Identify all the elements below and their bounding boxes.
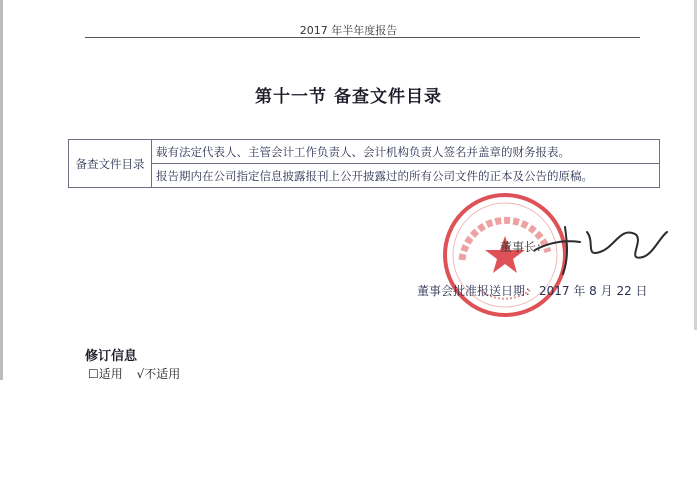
checkbox-empty-icon: ☐ bbox=[88, 367, 99, 381]
approval-date: 2017 年 8 月 22 日 bbox=[539, 284, 648, 298]
approval-label: 董事会批准报送日期： bbox=[417, 284, 538, 298]
option-not-applicable: √不适用 bbox=[136, 367, 181, 381]
option-applicable: ☐适用 bbox=[88, 367, 123, 381]
table-label: 备查文件目录 bbox=[69, 140, 152, 188]
checkmark-icon: √ bbox=[136, 367, 145, 381]
revision-options bbox=[88, 365, 190, 382]
table-row bbox=[69, 164, 660, 188]
header-divider bbox=[85, 37, 640, 38]
reference-files-table bbox=[68, 139, 660, 188]
file-item: 报告期内在公司指定信息披露报刊上公开披露过的所有公司文件的正本及公告的原稿。 bbox=[152, 164, 660, 188]
table-row bbox=[69, 140, 660, 164]
revision-title: 修订信息 bbox=[85, 349, 138, 364]
approval-line bbox=[415, 282, 648, 299]
section-title: 第十一节 备查文件目录 bbox=[255, 87, 442, 107]
report-header: 2017 年半年度报告 bbox=[299, 24, 398, 37]
scan-edge-left bbox=[0, 0, 3, 380]
chairman-label: 董事长： bbox=[500, 240, 549, 254]
file-item: 载有法定代表人、主管会计工作负责人、会计机构负责人签名并盖章的财务报表。 bbox=[152, 140, 660, 164]
